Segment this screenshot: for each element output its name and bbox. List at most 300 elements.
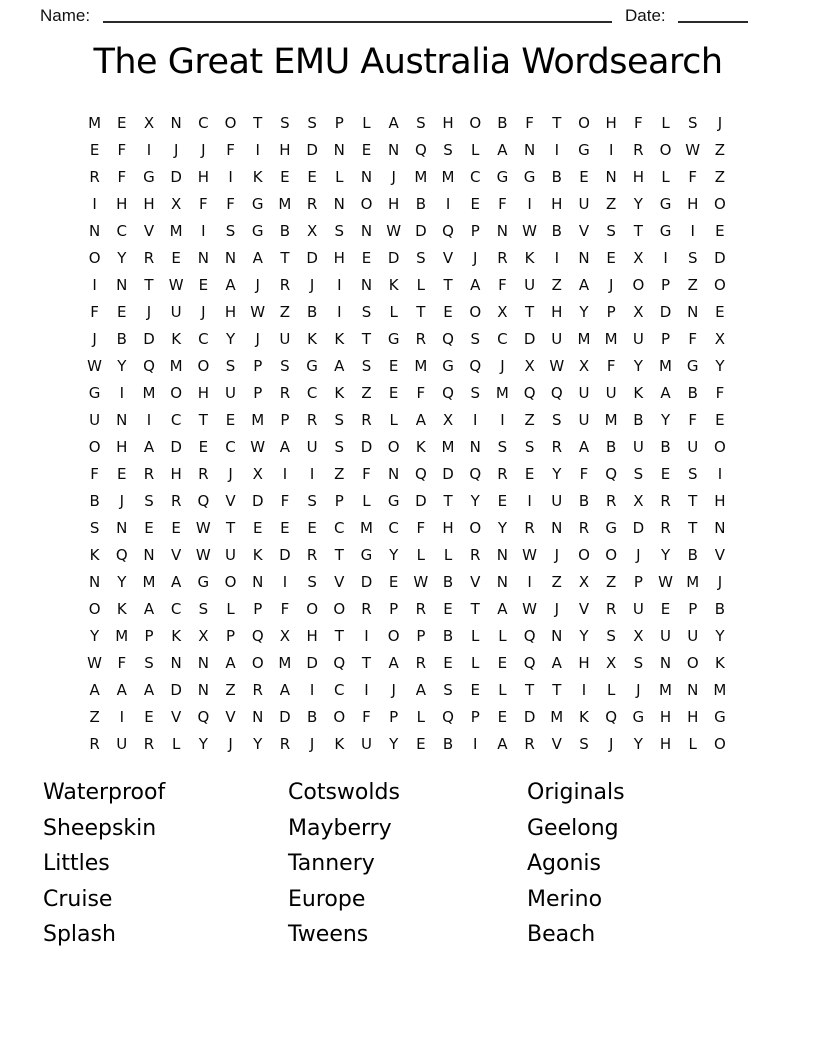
- grid-cell: H: [306, 627, 318, 645]
- grid-cell: S: [579, 735, 589, 753]
- word-item: Waterproof: [43, 780, 166, 805]
- grid-cell: G: [605, 519, 617, 537]
- grid-cell: T: [633, 222, 643, 240]
- grid-cell: V: [225, 492, 236, 510]
- grid-cell: Q: [143, 357, 155, 375]
- grid-cell: P: [334, 114, 344, 132]
- grid-cell: H: [687, 195, 699, 213]
- grid-cell: A: [334, 357, 345, 375]
- grid-cell: A: [116, 681, 127, 699]
- grid-cell: N: [252, 573, 264, 591]
- grid-cell: U: [551, 330, 563, 348]
- grid-cell: X: [497, 303, 508, 321]
- grid-cell: G: [387, 330, 400, 348]
- grid-cell: R: [415, 654, 427, 672]
- grid-cell: Q: [523, 654, 536, 672]
- grid-cell: U: [578, 195, 590, 213]
- grid-cell: Q: [550, 384, 563, 402]
- grid-cell: V: [578, 222, 590, 240]
- grid-cell: W: [250, 303, 266, 321]
- grid-cell: S: [307, 492, 317, 510]
- grid-cell: Q: [523, 384, 536, 402]
- grid-cell: B: [606, 438, 617, 456]
- grid-cell: E: [117, 114, 127, 132]
- grid-cell: B: [497, 114, 508, 132]
- grid-cell: S: [633, 465, 644, 483]
- word-list-column: [527, 775, 625, 953]
- grid-cell: R: [306, 195, 318, 213]
- grid-cell: F: [498, 276, 507, 294]
- grid-cell: A: [551, 654, 562, 672]
- grid-cell: U: [279, 330, 291, 348]
- grid-cell: W: [250, 438, 266, 456]
- grid-cell: S: [443, 141, 453, 159]
- grid-cell: H: [551, 303, 563, 321]
- grid-cell: R: [524, 735, 535, 753]
- grid-cell: E: [198, 276, 209, 294]
- grid-cell: C: [170, 600, 182, 618]
- grid-cell: F: [226, 195, 235, 213]
- grid-cell: O: [632, 276, 645, 294]
- grid-cell: G: [578, 141, 590, 159]
- grid-cell: A: [171, 573, 182, 591]
- grid-cell: G: [496, 168, 509, 186]
- grid-cell: E: [660, 465, 671, 483]
- grid-cell: I: [255, 141, 260, 159]
- grid-cell: Q: [251, 627, 264, 645]
- grid-cell: T: [443, 276, 453, 294]
- grid-cell: P: [253, 384, 263, 402]
- grid-cell: W: [685, 141, 701, 159]
- grid-cell: H: [632, 168, 644, 186]
- grid-cell: I: [473, 411, 478, 429]
- grid-cell: I: [581, 681, 587, 699]
- grid-cell: O: [197, 357, 210, 375]
- grid-cell: E: [470, 681, 480, 699]
- grid-cell: P: [470, 708, 480, 726]
- grid-cell: O: [88, 600, 101, 618]
- grid-cell: A: [660, 384, 671, 402]
- grid-cell: F: [117, 141, 127, 159]
- word-item: Tweens: [288, 922, 369, 947]
- grid-cell: J: [201, 303, 206, 321]
- grid-cell: E: [443, 303, 453, 321]
- grid-cell: Z: [225, 681, 236, 699]
- grid-cell: T: [525, 681, 535, 699]
- grid-cell: Y: [389, 735, 399, 753]
- grid-cell: I: [337, 276, 342, 294]
- grid-cell: E: [579, 168, 589, 186]
- word-item: Beach: [527, 922, 596, 947]
- grid-cell: W: [195, 546, 211, 564]
- grid-cell: V: [470, 573, 481, 591]
- header-row: [0, 4, 816, 30]
- grid-cell: Y: [633, 195, 643, 213]
- grid-cell: L: [416, 546, 426, 564]
- grid-cell: O: [387, 438, 400, 456]
- grid-cell: R: [198, 465, 209, 483]
- grid-cell: N: [496, 546, 509, 564]
- grid-cell: A: [143, 438, 155, 456]
- grid-cell: L: [471, 141, 480, 159]
- grid-cell: T: [552, 681, 562, 699]
- grid-cell: N: [659, 654, 672, 672]
- grid-cell: O: [469, 114, 482, 132]
- grid-cell: U: [632, 438, 644, 456]
- grid-cell: Z: [606, 573, 617, 591]
- grid-cell: E: [280, 519, 290, 537]
- grid-cell: U: [225, 546, 237, 564]
- grid-cell: Y: [117, 573, 127, 591]
- grid-cell: L: [335, 168, 344, 186]
- grid-cell: L: [416, 708, 426, 726]
- grid-cell: D: [251, 492, 264, 510]
- grid-cell: G: [632, 708, 645, 726]
- grid-cell: K: [524, 249, 535, 267]
- grid-cell: I: [146, 141, 152, 159]
- date-blank-line: [678, 6, 748, 23]
- grid-cell: E: [416, 735, 426, 753]
- grid-cell: E: [171, 249, 181, 267]
- grid-cell: M: [251, 411, 265, 429]
- grid-cell: W: [87, 654, 103, 672]
- grid-cell: Y: [497, 519, 507, 537]
- grid-cell: S: [497, 438, 508, 456]
- grid-cell: Z: [279, 303, 291, 321]
- word-item: Europe: [288, 886, 366, 912]
- grid-cell: V: [171, 708, 182, 726]
- grid-cell: U: [578, 411, 590, 429]
- grid-cell: N: [687, 681, 699, 699]
- grid-cell: E: [117, 303, 127, 321]
- grid-cell: D: [306, 249, 318, 267]
- grid-cell: B: [442, 735, 454, 753]
- grid-cell: Y: [579, 627, 589, 645]
- grid-cell: O: [387, 627, 400, 645]
- grid-cell: B: [442, 573, 454, 591]
- grid-cell: H: [279, 141, 291, 159]
- grid-cell: S: [470, 330, 480, 348]
- grid-cell: D: [170, 681, 182, 699]
- grid-cell: L: [498, 627, 507, 645]
- grid-cell: H: [714, 492, 726, 510]
- grid-cell: M: [115, 627, 129, 645]
- grid-cell: V: [171, 546, 182, 564]
- wordsearch-grid: [81, 110, 734, 758]
- grid-cell: K: [252, 546, 263, 564]
- grid-cell: X: [578, 357, 590, 375]
- grid-cell: B: [551, 168, 562, 186]
- grid-cell: H: [116, 195, 128, 213]
- grid-cell: O: [170, 384, 183, 402]
- grid-cell: O: [469, 519, 482, 537]
- grid-cell: W: [413, 573, 429, 591]
- grid-cell: E: [117, 465, 127, 483]
- grid-cell: F: [498, 195, 507, 213]
- grid-cell: K: [307, 330, 318, 348]
- grid-cell: R: [143, 735, 155, 753]
- grid-cell: A: [225, 276, 236, 294]
- grid-cell: R: [578, 519, 590, 537]
- grid-cell: Z: [361, 384, 372, 402]
- grid-cell: N: [714, 519, 726, 537]
- grid-cell: E: [361, 141, 372, 159]
- grid-cell: S: [334, 438, 345, 456]
- grid-cell: S: [606, 222, 616, 240]
- grid-cell: U: [116, 735, 128, 753]
- grid-cell: E: [280, 168, 290, 186]
- grid-cell: H: [659, 708, 672, 726]
- grid-cell: A: [252, 249, 263, 267]
- grid-cell: U: [89, 411, 101, 429]
- grid-cell: G: [251, 195, 264, 213]
- grid-cell: E: [497, 708, 508, 726]
- grid-cell: I: [119, 384, 124, 402]
- grid-cell: P: [606, 303, 616, 321]
- grid-cell: R: [361, 600, 372, 618]
- grid-cell: K: [171, 330, 182, 348]
- grid-cell: P: [470, 222, 480, 240]
- grid-cell: C: [198, 114, 209, 132]
- grid-cell: C: [306, 384, 318, 402]
- grid-cell: D: [170, 168, 182, 186]
- grid-cell: N: [116, 276, 128, 294]
- grid-cell: Q: [442, 708, 454, 726]
- grid-cell: L: [389, 411, 398, 429]
- grid-cell: J: [228, 465, 233, 483]
- grid-cell: W: [522, 600, 538, 618]
- grid-cell: B: [89, 492, 100, 510]
- grid-cell: I: [92, 276, 97, 294]
- grid-cell: L: [606, 681, 616, 699]
- grid-cell: B: [415, 195, 426, 213]
- grid-cell: H: [687, 708, 699, 726]
- grid-cell: Y: [715, 357, 725, 375]
- grid-cell: R: [605, 600, 617, 618]
- grid-cell: R: [143, 465, 155, 483]
- grid-cell: J: [391, 168, 396, 186]
- grid-cell: P: [661, 330, 671, 348]
- grid-cell: N: [333, 195, 345, 213]
- grid-cell: Q: [605, 708, 618, 726]
- grid-cell: O: [333, 708, 346, 726]
- grid-cell: F: [362, 465, 371, 483]
- grid-cell: M: [441, 168, 455, 186]
- grid-cell: E: [144, 519, 154, 537]
- grid-cell: I: [146, 411, 152, 429]
- grid-cell: Z: [606, 195, 617, 213]
- grid-cell: H: [578, 654, 590, 672]
- grid-cell: A: [578, 438, 590, 456]
- grid-cell: I: [337, 303, 342, 321]
- grid-cell: O: [714, 195, 726, 213]
- grid-cell: Y: [633, 357, 643, 375]
- grid-cell: C: [497, 330, 508, 348]
- grid-cell: M: [577, 330, 591, 348]
- grid-cell: R: [279, 735, 291, 753]
- grid-cell: Q: [469, 357, 482, 375]
- grid-cell: X: [198, 627, 209, 645]
- grid-cell: G: [659, 195, 672, 213]
- grid-cell: Q: [442, 222, 454, 240]
- grid-cell: E: [225, 411, 236, 429]
- grid-cell: O: [605, 546, 618, 564]
- grid-cell: C: [469, 168, 481, 186]
- grid-cell: A: [279, 681, 291, 699]
- grid-cell: S: [633, 654, 644, 672]
- grid-cell: U: [360, 735, 372, 753]
- grid-cell: M: [142, 384, 156, 402]
- grid-cell: U: [687, 438, 699, 456]
- grid-cell: J: [608, 735, 614, 753]
- grid-cell: O: [659, 141, 672, 159]
- grid-cell: F: [117, 168, 127, 186]
- grid-cell: I: [364, 681, 369, 699]
- grid-cell: L: [661, 168, 670, 186]
- grid-cell: G: [686, 357, 699, 375]
- word-item: Originals: [527, 780, 625, 805]
- grid-cell: F: [579, 465, 589, 483]
- grid-cell: O: [686, 654, 699, 672]
- grid-cell: Q: [115, 546, 128, 564]
- grid-cell: J: [717, 573, 723, 591]
- grid-cell: F: [280, 492, 290, 510]
- grid-cell: I: [527, 195, 532, 213]
- grid-cell: E: [443, 654, 453, 672]
- grid-cell: E: [660, 600, 671, 618]
- grid-cell: T: [253, 114, 263, 132]
- grid-cell: D: [659, 303, 672, 321]
- grid-cell: S: [307, 114, 317, 132]
- grid-cell: D: [415, 492, 427, 510]
- grid-cell: S: [307, 573, 317, 591]
- grid-cell: Z: [551, 573, 562, 591]
- grid-cell: T: [525, 303, 535, 321]
- grid-cell: S: [361, 357, 372, 375]
- grid-cell: Y: [117, 357, 127, 375]
- grid-cell: H: [442, 519, 454, 537]
- grid-cell: D: [360, 573, 373, 591]
- grid-cell: K: [633, 384, 644, 402]
- grid-cell: E: [388, 384, 399, 402]
- grid-cell: X: [606, 654, 617, 672]
- grid-cell: N: [170, 114, 182, 132]
- grid-cell: F: [688, 168, 698, 186]
- grid-cell: S: [524, 438, 535, 456]
- grid-cell: B: [442, 627, 454, 645]
- grid-cell: E: [361, 249, 372, 267]
- grid-cell: D: [360, 438, 373, 456]
- grid-cell: C: [225, 438, 236, 456]
- grid-cell: W: [386, 222, 402, 240]
- grid-cell: N: [224, 249, 237, 267]
- grid-cell: U: [687, 627, 699, 645]
- grid-cell: I: [608, 141, 614, 159]
- grid-cell: J: [255, 330, 260, 348]
- grid-cell: D: [523, 708, 536, 726]
- grid-cell: J: [255, 276, 260, 294]
- grid-cell: G: [143, 168, 155, 186]
- grid-cell: S: [443, 681, 453, 699]
- word-item: Agonis: [527, 851, 601, 876]
- grid-cell: N: [197, 249, 209, 267]
- grid-cell: A: [415, 681, 426, 699]
- grid-cell: M: [604, 330, 618, 348]
- grid-cell: D: [415, 222, 427, 240]
- name-blank-line: [103, 6, 612, 23]
- grid-cell: Q: [442, 384, 454, 402]
- grid-cell: U: [578, 384, 590, 402]
- grid-cell: V: [442, 249, 454, 267]
- grid-cell: L: [362, 114, 371, 132]
- grid-cell: C: [334, 681, 345, 699]
- grid-cell: T: [280, 249, 290, 267]
- grid-cell: S: [280, 114, 290, 132]
- grid-cell: T: [361, 330, 372, 348]
- grid-cell: S: [225, 357, 236, 375]
- grid-cell: L: [498, 681, 507, 699]
- grid-cell: U: [524, 276, 536, 294]
- grid-cell: H: [170, 465, 182, 483]
- grid-cell: B: [578, 492, 590, 510]
- grid-cell: R: [361, 411, 372, 429]
- grid-cell: C: [116, 222, 128, 240]
- grid-cell: W: [658, 573, 673, 591]
- grid-cell: X: [633, 492, 644, 510]
- date-label: Date:: [625, 6, 666, 25]
- grid-cell: L: [688, 735, 697, 753]
- grid-cell: S: [225, 222, 236, 240]
- grid-cell: K: [252, 168, 263, 186]
- grid-cell: O: [578, 546, 590, 564]
- grid-cell: N: [687, 303, 699, 321]
- grid-cell: T: [443, 492, 453, 510]
- grid-cell: X: [306, 222, 318, 240]
- grid-cell: O: [578, 114, 590, 132]
- grid-cell: P: [334, 492, 344, 510]
- grid-cell: N: [551, 519, 563, 537]
- grid-cell: R: [660, 519, 671, 537]
- grid-cell: I: [309, 681, 315, 699]
- grid-cell: M: [278, 654, 292, 672]
- grid-cell: C: [388, 519, 399, 537]
- grid-cell: Y: [552, 465, 562, 483]
- grid-cell: N: [551, 627, 563, 645]
- grid-cell: M: [278, 195, 292, 213]
- grid-cell: I: [92, 195, 97, 213]
- grid-cell: P: [389, 708, 399, 726]
- grid-cell: J: [554, 600, 559, 618]
- grid-cell: J: [146, 303, 152, 321]
- grid-cell: O: [88, 438, 101, 456]
- grid-cell: T: [334, 546, 344, 564]
- grid-cell: F: [90, 303, 99, 321]
- grid-cell: B: [687, 546, 698, 564]
- grid-cell: T: [552, 114, 562, 132]
- grid-cell: K: [171, 627, 182, 645]
- grid-cell: F: [688, 411, 698, 429]
- grid-cell: C: [334, 519, 345, 537]
- grid-cell: V: [225, 708, 236, 726]
- grid-cell: S: [334, 222, 345, 240]
- grid-cell: V: [334, 573, 345, 591]
- grid-cell: R: [89, 168, 100, 186]
- word-list: [0, 775, 816, 975]
- grid-cell: D: [143, 330, 155, 348]
- grid-cell: R: [551, 438, 562, 456]
- grid-cell: B: [116, 330, 127, 348]
- grid-cell: T: [416, 303, 426, 321]
